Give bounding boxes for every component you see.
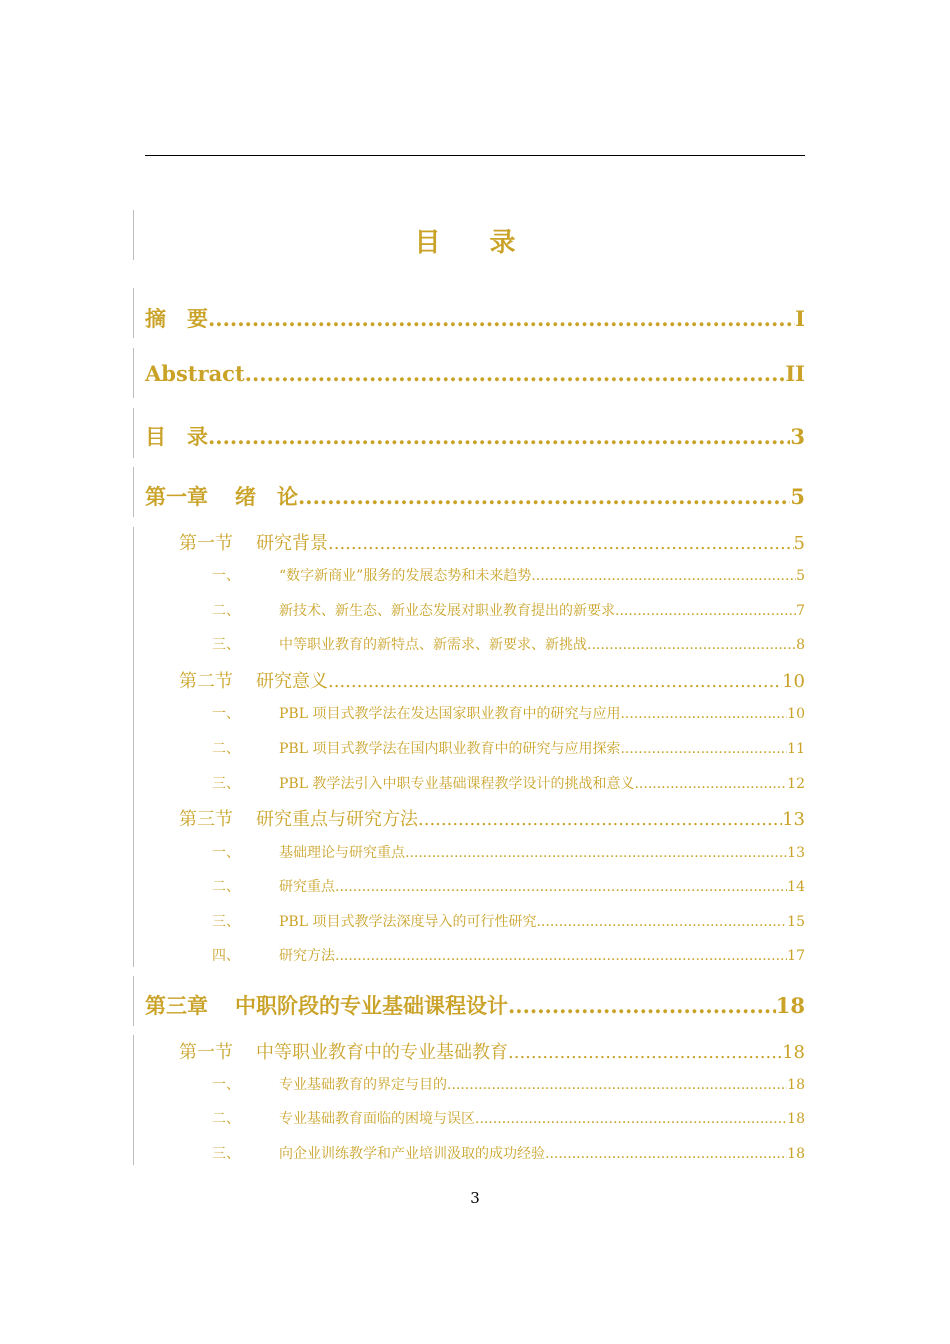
toc-entry[interactable] <box>179 805 805 831</box>
toc-dot-leader <box>620 741 787 757</box>
margin-bar <box>133 976 134 1026</box>
toc-entry-page: 18 <box>782 1042 805 1063</box>
toc-entry-page: 11 <box>787 741 805 757</box>
toc-entry-number: 三、 <box>212 1146 240 1162</box>
toc-entry[interactable] <box>179 1038 805 1064</box>
toc-dot-leader <box>245 361 786 386</box>
toc-entry-number: 第一节 <box>179 1042 233 1063</box>
toc-entry-title: PBL 教学法引入中职专业基础课程教学设计的挑战和意义 <box>279 776 635 792</box>
toc-entry-page: 14 <box>787 879 805 895</box>
toc-dot-leader <box>208 306 795 331</box>
toc-dot-leader <box>328 533 794 554</box>
toc-entry-title: 中职阶段的专业基础课程设计 <box>235 993 508 1018</box>
toc-entry[interactable] <box>145 990 805 1020</box>
header-rule <box>145 155 805 156</box>
toc-entry-title: 研究方法 <box>279 948 335 964</box>
toc-entry-number: 一、 <box>212 1077 240 1093</box>
toc-entry-number: 四、 <box>212 948 240 964</box>
toc-dot-leader <box>587 637 796 653</box>
toc-dot-leader <box>447 1077 787 1093</box>
toc-dot-leader <box>615 603 796 619</box>
toc-dot-leader <box>298 484 790 509</box>
toc-dot-leader <box>335 948 787 964</box>
toc-entry-title: 基础理论与研究重点 <box>279 845 405 861</box>
toc-entry[interactable] <box>212 634 805 654</box>
margin-bar <box>133 408 134 458</box>
toc-entry-title: 中等职业教育的新特点、新需求、新要求、新挑战 <box>279 637 587 653</box>
toc-entry-number: 第一节 <box>179 533 233 554</box>
toc-entry-title: 新技术、新生态、新业态发展对职业教育提出的新要求 <box>279 603 615 619</box>
toc-dot-leader <box>620 706 787 722</box>
toc-entry-number: 三、 <box>212 776 240 792</box>
toc-entry[interactable] <box>145 421 805 451</box>
toc-entry-number: 二、 <box>212 603 240 619</box>
toc-entry[interactable] <box>212 773 805 793</box>
toc-entry[interactable] <box>145 303 805 333</box>
toc-entry-page: 3 <box>790 424 805 449</box>
toc-entry-number: 第三章 <box>145 993 208 1018</box>
toc-entry-page: 10 <box>782 671 805 692</box>
toc-entry-title: PBL 项目式教学法在国内职业教育中的研究与应用探索 <box>279 741 621 757</box>
toc-entry-page: 5 <box>793 533 805 554</box>
toc-entry[interactable] <box>212 738 805 758</box>
toc-dot-leader <box>475 1111 787 1127</box>
toc-entry-page: 15 <box>787 914 805 930</box>
toc-title: 目 录 <box>414 228 536 258</box>
toc-dot-leader <box>508 1042 782 1063</box>
toc-entry-title: Abstract <box>145 361 245 386</box>
toc-entry[interactable] <box>212 600 805 620</box>
toc-entry-title: 研究意义 <box>256 671 328 692</box>
toc-entry[interactable] <box>212 842 805 862</box>
toc-entry-title: 向企业训练教学和产业培训汲取的成功经验 <box>279 1146 545 1162</box>
toc-entry-title: PBL 项目式教学法在发达国家职业教育中的研究与应用 <box>279 706 621 722</box>
toc-entry-page: 5 <box>790 484 805 509</box>
toc-entry[interactable] <box>212 876 805 896</box>
margin-bar <box>133 288 134 338</box>
toc-entry-title: 专业基础教育面临的困境与误区 <box>279 1111 475 1127</box>
toc-dot-leader <box>418 809 782 830</box>
toc-entry-number: 第一章 <box>145 484 208 509</box>
toc-entry-number: 三、 <box>212 637 240 653</box>
toc-entry-page: 18 <box>775 993 805 1018</box>
toc-dot-leader <box>405 845 787 861</box>
toc-entry-title: “数字新商业”服务的发展态势和未来趋势 <box>279 568 532 584</box>
toc-entry-page: 13 <box>782 809 805 830</box>
toc-entry-number: 一、 <box>212 706 240 722</box>
toc-entry-number: 第三节 <box>179 809 233 830</box>
toc-entry-number: 三、 <box>212 914 240 930</box>
toc-entry-title: PBL 项目式教学法深度导入的可行性研究 <box>279 914 537 930</box>
toc-entry-page: 7 <box>796 603 805 619</box>
toc-entry-page: I <box>795 306 805 331</box>
margin-bar <box>133 527 134 967</box>
toc-entry[interactable] <box>212 1143 805 1163</box>
toc-dot-leader <box>335 879 787 895</box>
toc-dot-leader <box>531 568 796 584</box>
toc-entry-title: 目 录 <box>145 424 208 449</box>
toc-entry-title: 绪 论 <box>235 484 298 509</box>
toc-entry-number: 二、 <box>212 741 240 757</box>
toc-dot-leader <box>208 424 790 449</box>
toc-entry-page: 5 <box>796 568 805 584</box>
toc-entry-title: 摘 要 <box>145 306 208 331</box>
toc-entry[interactable] <box>212 703 805 723</box>
toc-dot-leader <box>536 914 787 930</box>
toc-entry[interactable] <box>212 945 805 965</box>
margin-bar <box>133 467 134 517</box>
toc-entry-title: 专业基础教育的界定与目的 <box>279 1077 447 1093</box>
toc-entry-page: 8 <box>796 637 805 653</box>
margin-bar <box>133 1035 134 1165</box>
toc-entry[interactable] <box>145 481 805 511</box>
toc-entry-page: 17 <box>787 948 805 964</box>
toc-entry-number: 一、 <box>212 845 240 861</box>
toc-entry[interactable] <box>212 1108 805 1128</box>
toc-dot-leader <box>328 671 782 692</box>
toc-entry-number: 二、 <box>212 879 240 895</box>
toc-entry[interactable] <box>179 667 805 693</box>
toc-entry[interactable] <box>212 911 805 931</box>
toc-entry-page: 10 <box>787 706 805 722</box>
margin-bar <box>133 348 134 398</box>
toc-entry-title: 研究背景 <box>256 533 328 554</box>
toc-dot-leader <box>634 776 787 792</box>
toc-entry-page: 12 <box>787 776 805 792</box>
toc-entry[interactable] <box>179 529 805 555</box>
toc-entry-page: 18 <box>787 1077 805 1093</box>
toc-entry-number: 一、 <box>212 568 240 584</box>
toc-entry-title: 研究重点 <box>279 879 335 895</box>
toc-entry[interactable] <box>212 1074 805 1094</box>
toc-entry-number: 第二节 <box>179 671 233 692</box>
toc-entry-page: 18 <box>787 1146 805 1162</box>
toc-entry-page: 13 <box>787 845 805 861</box>
toc-dot-leader <box>545 1146 787 1162</box>
page-number: 3 <box>470 1189 480 1207</box>
toc-entry-page: II <box>785 361 805 386</box>
toc-entry-title: 研究重点与研究方法 <box>256 809 418 830</box>
toc-entry-page: 18 <box>787 1111 805 1127</box>
toc-entry-title: 中等职业教育中的专业基础教育 <box>256 1042 508 1063</box>
toc-entry[interactable] <box>212 565 805 585</box>
toc-entry-number: 二、 <box>212 1111 240 1127</box>
toc-entry[interactable] <box>145 361 805 386</box>
toc-dot-leader <box>508 993 776 1018</box>
